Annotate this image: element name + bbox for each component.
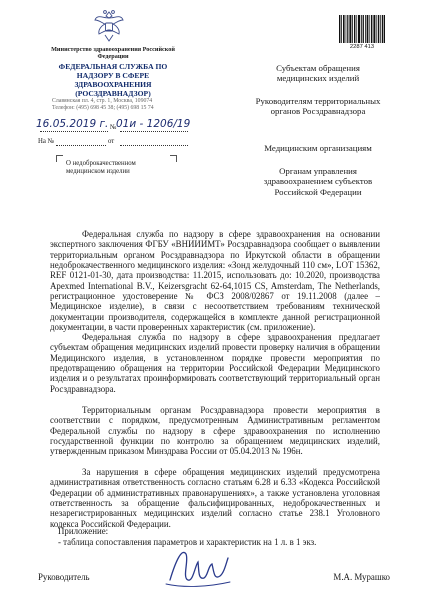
subject-line: О недоброкачественном медицинском изделии (66, 160, 136, 175)
body-paragraph-4: За нарушения в сфере обращения медицинских изделий предусмотрена административная ответственность согласно статьям 6.28 и 6.33 «Кодекса Российской Федерации об административных правонарушениях», а также установлена уголовная ответственность за обращение фальсифицированных, недоброкачественных и незарегистрированных медицинских изделий согласно статье 238.1 Уголовного кодекса Российской Федерации. (50, 467, 380, 529)
body-paragraph-1: Федеральная служба по надзору в сфере здравоохранения на основании экспертного заключения ФГБУ «ВНИИИМТ» Росздравнадзора сообщает о выявлении территориальным органом Росздравнадзора по Иркутской области в обращении недоброкачественного медицинского изделия: «Зонд желудочный 110 см», LOT 15362, REF 0121-01-30, дата производства: 11.2015, использовать до: 10.2020, производства Apexmed International B.V., Keizersgracht 62-64,1015 CS, Amsterdam, The Netherlands, регистрационное удостоверение № ФСЗ 2008/02867 от 19.11.2008 (далее – Медицинское изделие), в связи с несоответствием требованиям технической документации производителя, содержащейся в комплекте данной регистрационной документации, в части проверенных характеристик (см. приложение). (50, 229, 380, 333)
address-line-2: Телефон: (495) 698 45 38; (495) 698 15 74 (52, 105, 154, 111)
signature-handwritten (162, 540, 234, 590)
subject-bracket-left (56, 155, 63, 162)
number-sign: № (110, 124, 117, 131)
recipient-1: Субъектам обращения медицинских изделий (276, 63, 360, 84)
barcode (339, 15, 385, 43)
na-label: На № (38, 138, 55, 145)
attachment-item: - таблица сопоставления параметров и характеристик на 1 л. в 1 экз. (58, 537, 317, 547)
body-paragraph-3: Территориальным органам Росздравнадзора провести мероприятия в соответствии с порядком, предусмотренным Административным регламентом Федеральной службы по надзору в сфере здравоохранения по исполнению государственной функции по контролю за обращением медицинских изделий, утвержденным приказом Минздрава России от 05.04.2013 № 196н. (50, 405, 380, 457)
date-line (40, 131, 108, 132)
na-line (56, 145, 106, 146)
ministry-name: Министерство здравоохранения Российской Федерации (51, 46, 175, 61)
signatory-name: М.А. Мурашко (333, 572, 390, 582)
body-paragraph-2: Федеральная служба по надзору в сфере здравоохранения предлагает субъектам обращения медицинских изделий провести проверку наличия в обращении Медицинского изделия, в установленном порядке провести мероприятия по предотвращению обращения на территории Российской Федерации Медицинского изделия и о результатах проинформировать соответствующий территориальный орган Росздравнадзора. (50, 332, 380, 394)
recipient-4: Органам управления здравоохранением субъектов Российской Федерации (263, 166, 373, 197)
outgoing-date: 16.05.2019 г. (36, 118, 109, 130)
address-line-1: Славянская пл. 4, стр. 1, Москва, 109074 (52, 98, 153, 104)
number-line (120, 131, 188, 132)
ot-line (120, 145, 188, 146)
recipient-2: Руководителям территориальных органов Росздравнадзора (255, 96, 381, 117)
coat-of-arms-emblem (93, 8, 125, 44)
outgoing-number: 01и - 1206/19 (116, 118, 191, 130)
subject-bracket-right (170, 155, 177, 162)
attachment-label: Приложение: (58, 526, 109, 536)
signatory-position: Руководитель (38, 572, 90, 582)
service-name: ФЕДЕРАЛЬНАЯ СЛУЖБА ПО НАДЗОРУ В СФЕРЕ ЗДРАВООХРАНЕНИЯ (РОСЗДРАВНАДЗОР) (58, 62, 168, 98)
recipient-3: Медицинским организациям (264, 143, 372, 153)
ot-label: от (108, 138, 115, 145)
barcode-number: 2287 413 (349, 44, 375, 50)
